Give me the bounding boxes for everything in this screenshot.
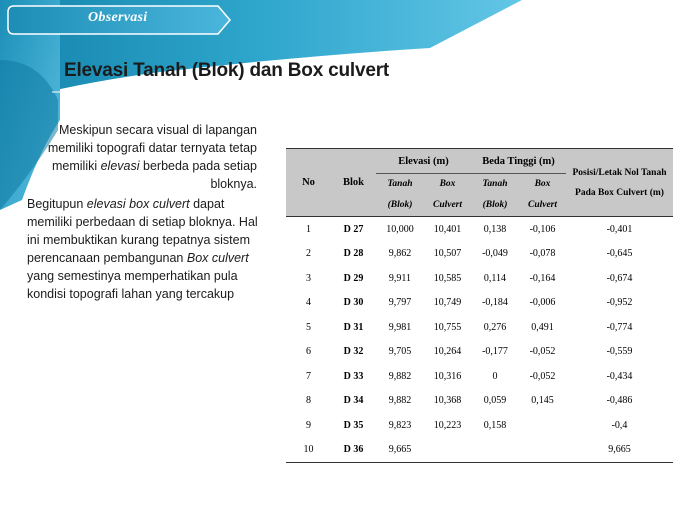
cell-no: 8 [306, 395, 311, 407]
cell-beda-box: -0,052 [529, 346, 556, 358]
cell-beda-tanah: -0,177 [482, 346, 508, 358]
cell-elevasi-tanah: 9,823 [388, 419, 412, 431]
cell-elevasi-tanah: 9,797 [388, 297, 412, 309]
cell-beda-tanah: 0,059 [483, 395, 507, 407]
col-el-box: Box Culvert [424, 174, 471, 217]
para2-text: Begitupun [27, 197, 87, 211]
cell-no: 3 [306, 272, 311, 284]
col-el-tanah: Tanah (Blok) [376, 174, 424, 217]
cell-elevasi-tanah: 9,882 [388, 370, 412, 382]
cell-elevasi-tanah: 9,882 [388, 395, 412, 407]
table-row [286, 340, 673, 365]
cell-no: 6 [306, 346, 311, 358]
section-label: Observasi [88, 10, 148, 25]
para2-mid: dapat memiliki perbedaan di setiap bloknya. Hal ini membuktikan kurang tepatnya sistem perencanaan pembangunan [27, 197, 258, 265]
cell-elevasi-tanah: 9,981 [388, 321, 412, 333]
cell-blok: D 31 [343, 321, 364, 333]
cell-elevasi-tanah: 9,665 [376, 438, 424, 463]
col-elevasi: Elevasi (m) [376, 149, 471, 174]
cell-posisi: -0,674 [606, 272, 633, 284]
cell-beda-tanah: 0,114 [483, 272, 507, 284]
table-row [286, 217, 673, 242]
cell-blok: D 28 [343, 248, 364, 260]
cell-elevasi-box: 10,264 [433, 346, 462, 358]
cell-elevasi-box: 10,368 [433, 395, 462, 407]
cell-beda-tanah [471, 438, 519, 463]
cell-posisi: -0,434 [606, 370, 633, 382]
cell-beda-box: -0,052 [529, 370, 556, 382]
table-header [286, 149, 673, 217]
cell-elevasi-box: 10,749 [433, 297, 462, 309]
para2-italic2: Box culvert [186, 251, 249, 265]
cell-beda-box: 0,145 [531, 395, 554, 407]
cell-beda-box [519, 413, 566, 438]
cell-beda-tanah: 0,276 [483, 321, 507, 333]
cell-posisi: -0,401 [606, 223, 633, 235]
cell-blok: D 36 [331, 438, 376, 463]
table-row [286, 242, 673, 267]
cell-beda-tanah: -0,049 [482, 248, 508, 260]
cell-elevasi-box: 10,755 [433, 321, 462, 333]
cell-beda-box: -0,106 [529, 223, 556, 235]
cell-posisi: 9,665 [566, 438, 673, 463]
cell-beda-tanah: 0,158 [483, 419, 507, 431]
para1-italic: elevasi [100, 159, 140, 173]
cell-posisi: -0,4 [611, 419, 628, 431]
cell-beda-box: -0,006 [529, 297, 556, 309]
cell-elevasi-tanah: 9,705 [388, 346, 412, 358]
table-row [286, 291, 673, 316]
cell-blok: D 29 [343, 272, 364, 284]
cell-beda-tanah: 0,138 [483, 223, 507, 235]
table-row [286, 438, 673, 463]
col-posisi: Posisi/Letak Nol Tanah Pada Box Culvert (m) [566, 149, 673, 217]
cell-blok: D 35 [343, 419, 364, 431]
cell-beda-box: 0,491 [531, 321, 554, 333]
col-blok: Blok [331, 149, 376, 217]
cell-blok: D 30 [343, 297, 364, 309]
cell-beda-tanah: -0,184 [482, 297, 508, 309]
page-title: Elevasi Tanah (Blok) dan Box culvert [64, 60, 390, 81]
cell-no: 5 [306, 321, 311, 333]
cell-no: 2 [306, 248, 311, 260]
table-row [286, 364, 673, 389]
cell-elevasi-box: 10,316 [433, 370, 462, 382]
cell-elevasi-box: 10,585 [433, 272, 462, 284]
cell-blok: D 27 [343, 223, 364, 235]
cell-no: 10 [286, 438, 331, 463]
cell-no: 4 [306, 297, 311, 309]
table-row [286, 315, 673, 340]
para2-end: yang semestinya memperhatikan pula kondisi topografi lahan yang tercakup [27, 269, 238, 301]
cell-elevasi-box: 10,507 [433, 248, 462, 260]
cell-elevasi-tanah: 10,000 [386, 223, 414, 235]
cell-no: 7 [306, 370, 311, 382]
table-row [286, 266, 673, 291]
para1-text: Meskipun secara visual di lapangan memiliki topografi datar ternyata tetap memiliki [47, 123, 257, 173]
cell-beda-box [519, 438, 566, 463]
elevation-table [286, 148, 673, 463]
cell-no: 1 [306, 223, 311, 235]
cell-beda-box: -0,078 [529, 248, 556, 260]
cell-elevasi-tanah: 9,911 [388, 272, 412, 284]
cell-beda-tanah: 0 [492, 370, 498, 382]
cell-blok: D 32 [343, 346, 364, 358]
description-paragraph-2 [27, 195, 267, 303]
col-beda-tinggi: Beda Tinggi (m) [471, 149, 566, 174]
cell-posisi: -0,559 [606, 346, 633, 358]
cell-blok: D 34 [343, 395, 364, 407]
cell-elevasi-box: 10,401 [433, 223, 462, 235]
cell-no: 9 [306, 419, 311, 431]
col-no: No [286, 149, 331, 217]
cell-elevasi-box [424, 438, 471, 463]
table-row [286, 413, 673, 438]
cell-posisi: -0,774 [606, 321, 633, 333]
col-bt-tanah: Tanah (Blok) [471, 174, 519, 217]
cell-blok: D 33 [343, 370, 364, 382]
table-row [286, 389, 673, 414]
cell-beda-box: -0,164 [529, 272, 556, 284]
description-paragraph-1 [22, 121, 257, 193]
col-bt-box: Box Culvert [519, 174, 566, 217]
cell-posisi: -0,486 [606, 395, 633, 407]
table-body [286, 217, 673, 463]
cell-elevasi-box: 10,223 [433, 419, 462, 431]
cell-posisi: -0,645 [606, 248, 633, 260]
para1-end: berbeda pada setiap bloknya. [139, 159, 257, 191]
cell-elevasi-tanah: 9,862 [388, 248, 412, 260]
para2-italic: elevasi box culvert [86, 197, 190, 211]
cell-posisi: -0,952 [606, 297, 633, 309]
